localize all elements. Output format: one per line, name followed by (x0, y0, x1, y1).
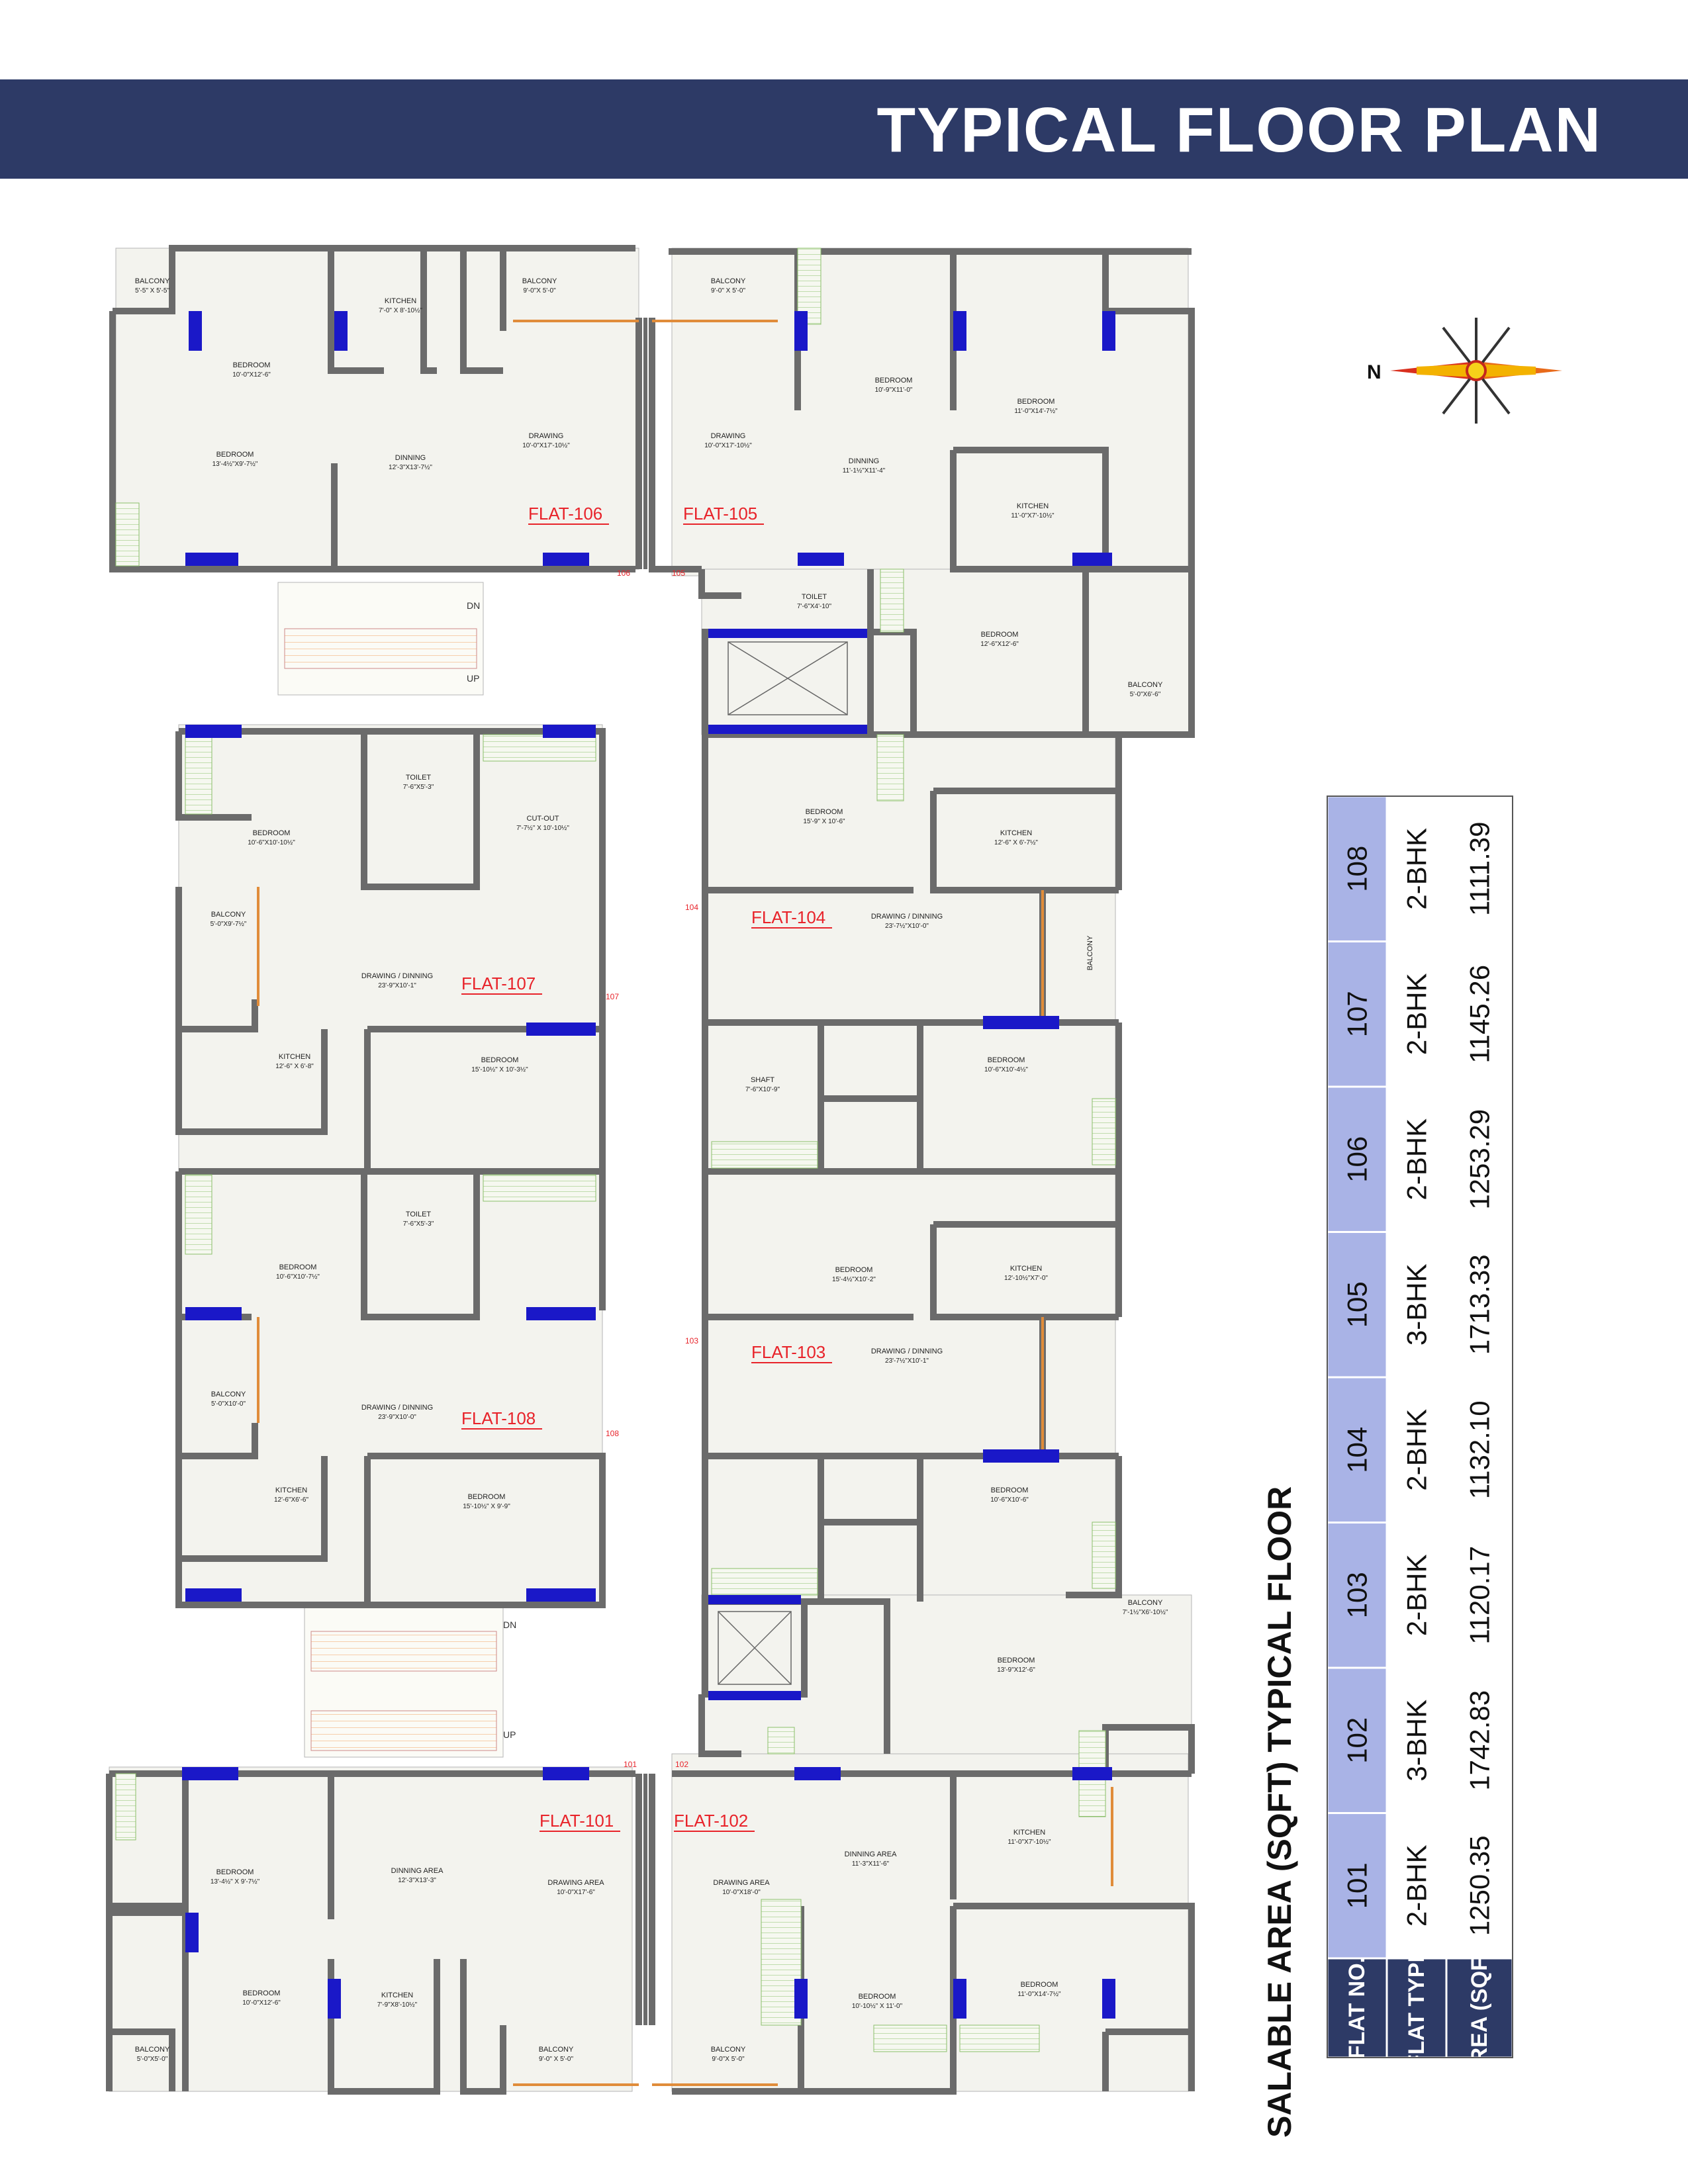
room-label: BEDROOM (279, 1263, 317, 1271)
door-tag-108: 108 (606, 1429, 620, 1438)
room-dim: 12'-3"X13'-7½" (389, 464, 432, 471)
room-dim: 5'-0"X10'-0" (211, 1400, 246, 1408)
table-area-value: 1132.10 (1464, 1400, 1495, 1500)
flat-label-103: FLAT-103 (751, 1342, 826, 1362)
room-label: BEDROOM (232, 361, 271, 369)
room-dim: 7'-9"X8'-10½" (377, 2001, 418, 2009)
table-area-value: 1111.39 (1464, 821, 1495, 916)
table-flat-no: 107 (1341, 991, 1373, 1038)
table-flat-type: 2-BHK (1401, 827, 1432, 910)
table-area-value: 1713.33 (1464, 1254, 1495, 1355)
door-tag-107: 107 (606, 992, 620, 1001)
room-dim: 15'-4½"X10'-2" (832, 1276, 876, 1283)
room-dim: 5'-0"X6'-6" (1129, 691, 1161, 698)
flat-label-105: FLAT-105 (683, 504, 758, 523)
room-label: BEDROOM (216, 1868, 254, 1876)
door-tag-101: 101 (624, 1760, 637, 1769)
room-label: BEDROOM (216, 451, 254, 459)
compass-icon (1367, 318, 1562, 424)
table-header-flat-type-label: FLAT TYPE (1404, 1947, 1429, 2069)
room-label: BEDROOM (467, 1493, 506, 1501)
flat-label-102: FLAT-102 (674, 1811, 749, 1831)
table-flat-no: 106 (1341, 1136, 1373, 1183)
flat-label-104: FLAT-104 (751, 907, 826, 927)
room-dim: 10'-10½" X 11'-0" (851, 2003, 903, 2010)
room-dim: 10'-0"X18'-0" (722, 1889, 761, 1896)
compass-north-label: N (1367, 361, 1382, 383)
room-label: BEDROOM (481, 1056, 519, 1064)
table-flat-type: 3-BHK (1401, 1699, 1432, 1782)
door-tag-105: 105 (672, 569, 686, 578)
table-header-flat-no-label: FLAT NO. (1344, 1956, 1370, 2060)
room-dim: 7'-1½"X6'-10½" (1122, 1609, 1168, 1616)
room-label: BALCONY (1127, 1599, 1163, 1607)
room-dim: 9'-0" X 5'-0" (538, 2056, 574, 2063)
door-tag-106: 106 (617, 569, 631, 578)
room-dim: 10'-0"X17'-6" (557, 1889, 595, 1896)
room-dim: 15'-10½" X 9'-9" (463, 1503, 510, 1510)
room-label: BALCONY (1086, 935, 1094, 971)
room-dim: 5'-5" X 5'-5" (134, 287, 170, 295)
flat-label-101: FLAT-101 (539, 1811, 614, 1831)
table-flat-type: 2-BHK (1401, 1844, 1432, 1927)
flat-label-106: FLAT-106 (528, 504, 603, 523)
room-dim: 5'-0"X9'-7½" (210, 921, 247, 928)
table-area-value: 1253.29 (1464, 1109, 1495, 1210)
room-label: DINNING (395, 454, 426, 462)
table-area-value: 1120.17 (1464, 1545, 1495, 1645)
room-dim: 9'-0"X 5'-0" (523, 287, 556, 295)
page-title: TYPICAL FLOOR PLAN (876, 95, 1602, 165)
room-label: DRAWING AREA (547, 1879, 604, 1887)
room-dim: 11'-0"X14'-7½" (1014, 408, 1058, 415)
room-label: BEDROOM (987, 1056, 1025, 1064)
room-dim: 11'-0"X7'-10½" (1011, 512, 1055, 520)
room-dim: 12'-3"X13'-3" (398, 1877, 436, 1884)
room-dim: 9'-0" X 5'-0" (710, 287, 746, 295)
table-flat-type: 2-BHK (1401, 1554, 1432, 1637)
room-dim: 7'-6"X4'-10" (796, 603, 832, 610)
flat-label-108: FLAT-108 (461, 1408, 536, 1428)
room-label: KITCHEN (384, 297, 417, 305)
room-label: DRAWING / DINNING (361, 972, 434, 980)
room-label: DINNING (848, 457, 880, 465)
room-dim: 7'-6"X5'-3" (402, 784, 434, 791)
room-label: BALCONY (134, 277, 170, 285)
door-tag-102: 102 (675, 1760, 689, 1769)
table-flat-no: 104 (1341, 1426, 1373, 1473)
table-flat-type: 2-BHK (1401, 973, 1432, 1056)
room-label: KITCHEN (275, 1486, 308, 1494)
room-label: KITCHEN (1009, 1265, 1043, 1273)
room-label: BALCONY (134, 2046, 170, 2054)
room-dim: 10'-0"X12'-6" (242, 1999, 281, 2007)
room-label: BALCONY (1127, 681, 1163, 689)
room-label: BEDROOM (242, 1989, 281, 1997)
room-label: DINNING AREA (844, 1850, 897, 1858)
room-label: BEDROOM (858, 1993, 896, 2001)
room-label: BALCONY (522, 277, 557, 285)
salable-area-table (1327, 796, 1513, 2080)
room-dim: 7'-7½" X 10'-10½" (516, 825, 569, 832)
room-label: BALCONY (538, 2046, 574, 2054)
room-label: TOILET (801, 593, 827, 601)
room-dim: 15'-10½" X 10'-3½" (471, 1066, 528, 1073)
table-area-value: 1145.26 (1464, 964, 1495, 1064)
table-flat-no: 108 (1341, 845, 1373, 892)
room-dim: 5'-0"X5'-0" (136, 2056, 168, 2063)
room-dim: 9'-0"X 5'-0" (712, 2056, 745, 2063)
room-label: BEDROOM (990, 1486, 1029, 1494)
room-dim: 10'-0"X12'-6" (232, 371, 271, 379)
room-dim: 12'-6" X 6'-7½" (994, 839, 1038, 846)
room-dim: 12'-6"X12'-6" (980, 641, 1019, 648)
stair-dn-label-bottom: DN (503, 1619, 517, 1630)
room-dim: 10'-9"X11'-0" (874, 387, 913, 394)
room-dim: 15'-9" X 10'-6" (803, 818, 845, 825)
room-dim: 11'-3"X11'-6" (851, 1860, 890, 1868)
room-dim: 7'-6"X5'-3" (402, 1220, 434, 1228)
room-label: DINNING AREA (391, 1867, 444, 1875)
table-flat-type: 2-BHK (1401, 1118, 1432, 1201)
room-dim: 11'-1½"X11'-4" (842, 467, 886, 475)
room-label: BALCONY (211, 911, 246, 919)
room-dim: 10'-0"X17'-10½" (704, 442, 752, 449)
table-flat-type: 2-BHK (1401, 1408, 1432, 1491)
room-label: BEDROOM (805, 808, 843, 816)
table-title: SALABLE AREA (SQFT) TYPICAL FLOOR (1261, 1486, 1298, 2138)
room-label: BALCONY (710, 277, 746, 285)
room-label: KITCHEN (1000, 829, 1033, 837)
room-label: BEDROOM (980, 631, 1019, 639)
room-dim: 10'-6"X10'-7½" (276, 1273, 320, 1281)
room-label: TOILET (405, 774, 432, 782)
room-dim: 7'-6"X10'-9" (745, 1086, 780, 1093)
room-label: KITCHEN (381, 1991, 414, 1999)
room-label: BEDROOM (1020, 1981, 1058, 1989)
flat-label-107: FLAT-107 (461, 974, 536, 993)
door-tags (606, 569, 698, 1769)
room-dim: 10'-6"X10'-4½" (984, 1066, 1028, 1073)
room-label: DRAWING (710, 432, 746, 440)
room-label: BEDROOM (835, 1266, 873, 1274)
room-label: DRAWING / DINNING (361, 1404, 434, 1412)
table-flat-no: 102 (1341, 1717, 1373, 1764)
room-dim: 7'-0" X 8'-10½" (379, 307, 422, 314)
room-dim: 10'-6"X10'-6" (990, 1496, 1029, 1504)
table-flat-type: 3-BHK (1401, 1263, 1432, 1346)
room-label: BEDROOM (997, 1657, 1035, 1664)
room-dim: 12'-10½"X7'-0" (1004, 1275, 1048, 1282)
room-dim: 13'-4½"X9'-7½" (212, 461, 258, 468)
room-dim: 13'-4½" X 9'-7½" (210, 1878, 260, 1886)
room-dim: 10'-0"X17'-10½" (522, 442, 570, 449)
stair-up-label-top: UP (467, 673, 480, 684)
room-label: KITCHEN (1013, 1829, 1046, 1837)
door-tag-104: 104 (685, 903, 699, 912)
room-label: BEDROOM (252, 829, 291, 837)
table-area-value: 1250.35 (1464, 1835, 1495, 1936)
room-dim: 12'-6" X 6'-8" (275, 1063, 314, 1070)
room-label: BEDROOM (874, 377, 913, 385)
room-dim: 11'-0"X14'-7½" (1017, 1991, 1061, 1998)
room-label: KITCHEN (1016, 502, 1049, 510)
room-label: KITCHEN (278, 1053, 311, 1061)
room-label: DRAWING / DINNING (870, 913, 943, 921)
table-header-area-label: AREA (SQFT) (1467, 1936, 1492, 2080)
room-label: DRAWING AREA (713, 1879, 770, 1887)
room-dim: 23'-7½"X10'-0" (885, 923, 929, 930)
room-label: DRAWING (528, 432, 564, 440)
room-label: CUT-OUT (526, 815, 559, 823)
table-area-value: 1742.83 (1464, 1690, 1495, 1791)
door-tag-103: 103 (685, 1336, 699, 1345)
room-dim: 23'-9"X10'-1" (378, 982, 416, 989)
room-label: DRAWING / DINNING (870, 1347, 943, 1355)
room-label: TOILET (405, 1210, 432, 1218)
room-label: BEDROOM (1017, 398, 1055, 406)
room-dim: 23'-7½"X10'-1" (885, 1357, 929, 1365)
table-flat-no: 101 (1341, 1862, 1373, 1909)
room-label: BALCONY (710, 2046, 746, 2054)
room-label: SHAFT (750, 1076, 775, 1084)
table-flat-no: 105 (1341, 1281, 1373, 1328)
room-dim: 13'-9"X12'-6" (997, 1666, 1035, 1674)
stair-dn-label-top: DN (467, 600, 481, 611)
table-flat-no: 103 (1341, 1572, 1373, 1619)
room-dim: 23'-9"X10'-0" (378, 1414, 416, 1421)
room-dim: 11'-0"X7'-10½" (1008, 1839, 1051, 1846)
room-dim: 12'-6"X6'-6" (273, 1496, 309, 1504)
room-label: BALCONY (211, 1390, 246, 1398)
stair-up-label-bottom: UP (503, 1729, 516, 1740)
room-dim: 10'-6"X10'-10½" (248, 839, 295, 846)
